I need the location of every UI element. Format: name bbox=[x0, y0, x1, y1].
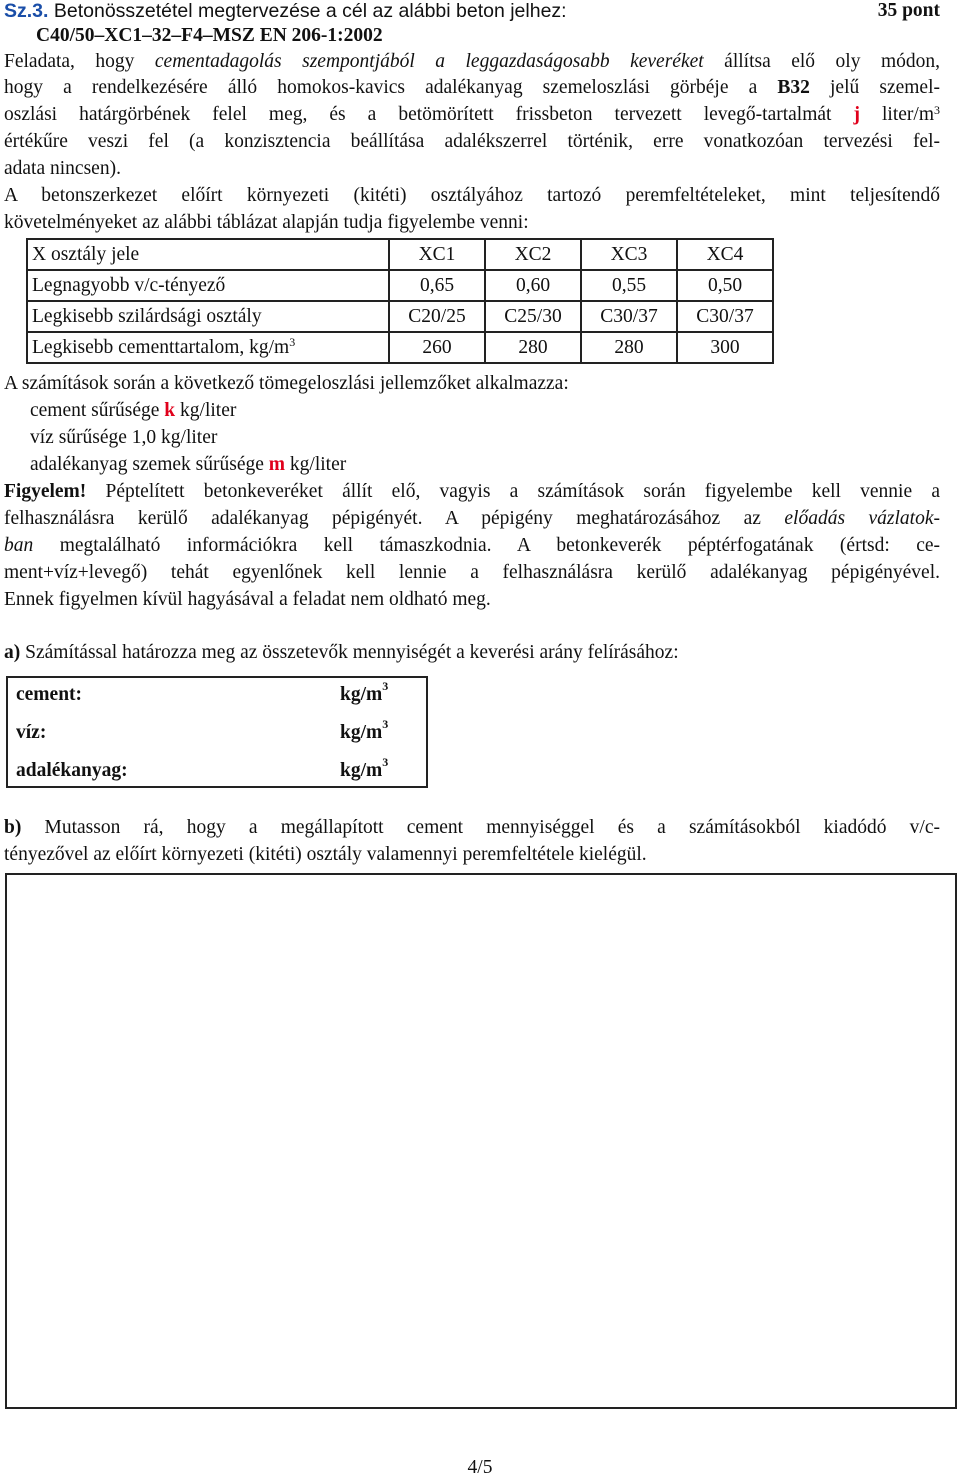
warning-line-3: ban megtalálható információkra kell támaszkodnia. A betonkeverék péptérfogatának (értsd: ce- bbox=[4, 535, 940, 556]
intro-line-3: oszlási határgörbének felel meg, és a betömörített frissbeton tervezett levegő-tartalmát j liter/$m^3$ bbox=[4, 103, 940, 125]
intro-line-7: követelményeket az alábbi táblázat alapján tudja figyelembe venni: bbox=[4, 212, 529, 233]
table-cell: 0,60 bbox=[485, 270, 581, 301]
table-row bbox=[27, 301, 773, 332]
warning-line-5: Ennek figyelmen kívül hagyásával a feladat nem oldható meg. bbox=[4, 589, 491, 610]
table-cell: C20/25 bbox=[389, 301, 485, 332]
answer-cement-label: cement: bbox=[16, 684, 83, 705]
intro-line-5: adata nincsen). bbox=[4, 158, 121, 179]
table-row bbox=[27, 239, 773, 270]
table-cell: XC2 bbox=[485, 239, 581, 270]
answer-box bbox=[6, 676, 428, 788]
part-b-label: b) bbox=[4, 817, 22, 838]
table-cell: 300 bbox=[677, 332, 773, 363]
table-cell: 0,65 bbox=[389, 270, 485, 301]
warning-line-1: Figyelem! Péptelített betonkeveréket állít elő, vagyis a számítások során figyelembe kell vennie a bbox=[4, 481, 940, 502]
warning-line-4: ment+víz+levegő) tehát egyenlőnek kell lennie a felhasználásra kerülő adalékanyag pépigényével. bbox=[4, 562, 940, 583]
task-title: Betonösszetétel megtervezése a cél az alábbi beton jelhez: bbox=[48, 0, 567, 22]
water-density: víz sűrűsége 1,0 kg/liter bbox=[30, 427, 218, 448]
table-row-label: Legkisebb cementtartalom, $kg/m^3$ bbox=[27, 332, 389, 363]
points-container bbox=[4, 0, 940, 24]
table-row-label: Legkisebb szilárdsági osztály bbox=[27, 301, 389, 332]
page-number: 4/5 bbox=[467, 1457, 493, 1478]
table-cell: 260 bbox=[389, 332, 485, 363]
table-cell: 0,55 bbox=[581, 270, 677, 301]
cement-density-variable: k bbox=[164, 400, 176, 421]
part-a-question: a) Számítással határozza meg az összetevők mennyiségét a keverési arány felírásához: bbox=[4, 642, 679, 663]
table-cell: 280 bbox=[485, 332, 581, 363]
part-b-line-2: tényezővel az előírt környezeti (kitéti) osztály valamennyi peremfeltétele kielégül. bbox=[4, 844, 647, 865]
aggregate-density: adalékanyag szemek sűrűsége m kg/liter bbox=[30, 454, 347, 475]
aggregate-density-variable: m bbox=[268, 454, 286, 475]
part-b-line-1: b) Mutasson rá, hogy a megállapított cement mennyiséggel és a számításokból kiadódó v/c- bbox=[4, 817, 940, 838]
table-cell: C25/30 bbox=[485, 301, 581, 332]
intro-line-2: hogy a rendelkezésére álló homokos-kavics adalékanyag szemeloszlási görbéje a B32 jelű szemel- bbox=[4, 77, 940, 98]
table-cell: 0,50 bbox=[677, 270, 773, 301]
intro-line-1: Feladata, hogy cementadagolás szempontjából a leggazdaságosabb keveréket állítsa elő oly módon, bbox=[4, 51, 940, 72]
exposure-class-table bbox=[26, 238, 774, 364]
table-cell: XC4 bbox=[677, 239, 773, 270]
task-points: 35 pont bbox=[877, 0, 940, 21]
concrete-code: C40/50–XC1–32–F4–MSZ EN 206-1:2002 bbox=[36, 25, 383, 46]
table-cell: C30/37 bbox=[581, 301, 677, 332]
working-area-box[interactable] bbox=[5, 873, 957, 1409]
warning-label: Figyelem! bbox=[4, 481, 87, 502]
table-header-label: X osztály jele bbox=[27, 239, 389, 270]
task-number: Sz.3. bbox=[4, 0, 49, 22]
warning-line-2: felhasználásra kerülő adalékanyag pépigényét. A pépigény meghatározásához az előadás vázlatok- bbox=[4, 508, 940, 529]
table-cell: 280 bbox=[581, 332, 677, 363]
answer-aggregate-unit: $kg/m^3$ bbox=[340, 755, 389, 781]
table-row bbox=[27, 270, 773, 301]
answer-aggregate-label: adalékanyag: bbox=[16, 760, 128, 781]
table-cell: XC1 bbox=[389, 239, 485, 270]
table-row bbox=[27, 332, 773, 363]
air-content-variable: j bbox=[853, 104, 860, 125]
answer-water-label: víz: bbox=[16, 722, 47, 743]
answer-cement-unit: $kg/m^3$ bbox=[340, 679, 389, 705]
answer-water-unit: $kg/m^3$ bbox=[340, 717, 389, 743]
part-a-label: a) bbox=[4, 642, 21, 663]
intro-line-4: értékűre veszi fel (a konzisztencia beállítása adalékszerrel történik, erre vonatkozóan tervezési fel- bbox=[4, 131, 940, 152]
densities-intro: A számítások során a következő tömegeloszlási jellemzőket alkalmazza: bbox=[4, 373, 569, 394]
table-row-label: Legnagyobb v/c-tényező bbox=[27, 270, 389, 301]
table-cell: C30/37 bbox=[677, 301, 773, 332]
cement-density: cement sűrűsége k kg/liter bbox=[30, 400, 237, 421]
table-cell: XC3 bbox=[581, 239, 677, 270]
intro-line-6: A betonszerkezet előírt környezeti (kitéti) osztályához tartozó peremfeltételeket, mint teljesítendő bbox=[4, 185, 940, 206]
